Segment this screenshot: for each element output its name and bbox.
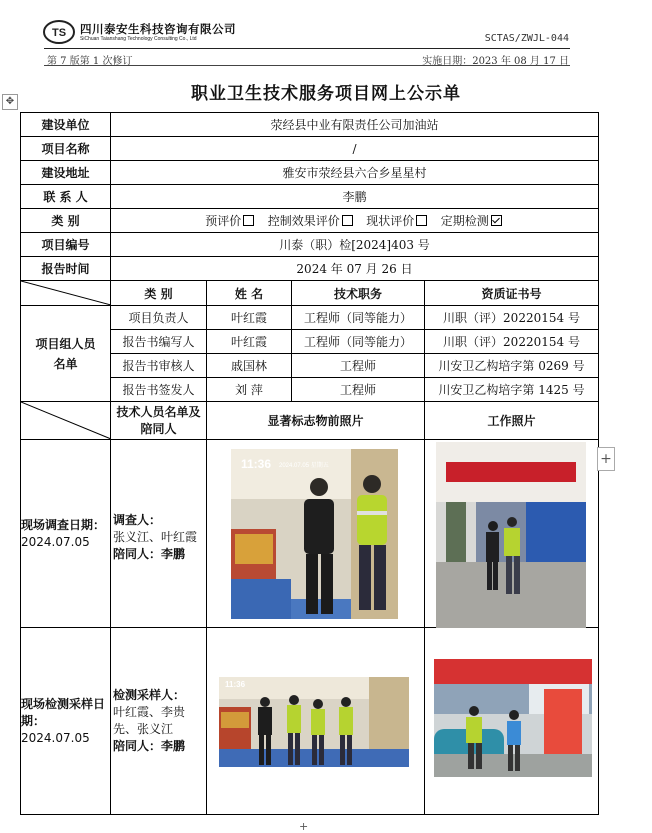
number-label: 项目编号	[21, 233, 111, 257]
checkbox-control-effect[interactable]	[342, 215, 353, 226]
staff-title: 工程师	[292, 354, 425, 378]
project-label: 项目名称	[21, 137, 111, 161]
staff-row	[21, 306, 599, 330]
row-project	[21, 137, 599, 161]
survey-landmark-photo	[231, 449, 398, 619]
sampling-landmark-photo-image	[219, 677, 409, 767]
sampling-landmark-photo	[219, 677, 409, 767]
survey-date: 2024.07.05	[21, 534, 90, 549]
staff-cert: 川职（评）20220154 号	[425, 330, 599, 354]
checkbox-periodic-detection[interactable]	[491, 215, 502, 226]
document-number: SCTAS/ZWJL-044	[484, 33, 569, 44]
staff-cert: 川安卫乙构培字第 1425 号	[425, 378, 599, 402]
time-value: 2024 年 07 月 26 日	[111, 257, 599, 281]
sampling-photo-time: 11:36	[225, 680, 246, 689]
staff-header-title: 技术职务	[292, 281, 425, 306]
survey-landmark-photo-image	[231, 449, 398, 619]
survey-accompany-label: 陪同人：	[113, 547, 162, 561]
photos-diagonal-line	[21, 402, 111, 439]
photos-diagonal-cell	[21, 402, 111, 440]
diagonal-line	[21, 281, 111, 305]
sampling-label-cell	[21, 628, 111, 815]
photos-header-landmark: 显著标志物前照片	[207, 402, 425, 440]
number-value: 川泰（职）检[2024]403 号	[111, 233, 599, 257]
project-value: /	[111, 137, 599, 161]
row-unit	[21, 113, 599, 137]
survey-label: 现场调查日期：	[21, 517, 106, 532]
row-contact	[21, 185, 599, 209]
table-move-handle-icon[interactable]: ✥	[2, 94, 18, 110]
survey-photo-time: 11:36	[241, 457, 272, 471]
survey-photo-date: 2024.07.05 星期五	[279, 463, 329, 469]
implementation-date: 实施日期：2023 年 08 月 17 日	[422, 56, 569, 67]
samplers-value: 叶红霞、李贵先、张义江	[113, 705, 186, 736]
diagonal-cell	[21, 281, 111, 306]
staff-role: 报告书签发人	[111, 378, 207, 402]
staff-title: 工程师（同等能力）	[292, 330, 425, 354]
investigators-value: 张义江、叶红霞	[113, 530, 198, 544]
staff-name: 刘 萍	[207, 378, 292, 402]
staff-cert: 川安卫乙构培字第 0269 号	[425, 354, 599, 378]
category-option-pre: 预评价	[205, 214, 242, 228]
revision-text: 第 7 版第 1 次修订	[47, 56, 133, 67]
staff-header-role: 类 别	[111, 281, 207, 306]
category-option-status: 现状评价	[366, 214, 415, 228]
photos-header-work: 工作照片	[425, 402, 599, 440]
staff-title: 工程师	[292, 378, 425, 402]
svg-text:TS: TS	[51, 27, 67, 39]
contact-label: 联 系 人	[21, 185, 111, 209]
sampling-label: 现场检测采样日期：	[21, 696, 106, 728]
staff-name: 戚国林	[207, 354, 292, 378]
survey-work-photo	[436, 442, 586, 628]
photos-header-row	[21, 402, 599, 440]
photos-header-staff: 技术人员名单及陪同人	[111, 402, 207, 440]
row-address	[21, 161, 599, 185]
page-title: 职业卫生技术服务项目网上公示单	[191, 84, 461, 104]
address-value: 雅安市荥经县六合乡星星村	[111, 161, 599, 185]
company-name-en: SiChuan Taianshang Technology Consulting Co., Ltd	[80, 36, 197, 42]
survey-work-photo-image	[436, 442, 586, 628]
add-row-icon[interactable]: +	[299, 820, 309, 833]
contact-value: 李鹏	[111, 185, 599, 209]
unit-label: 建设单位	[21, 113, 111, 137]
sampling-accompany-label: 陪同人：	[113, 739, 162, 753]
sampling-accompany-value: 李鹏	[161, 739, 186, 753]
address-label: 建设地址	[21, 161, 111, 185]
staff-cert: 川职（评）20220154 号	[425, 306, 599, 330]
staff-role: 项目负责人	[111, 306, 207, 330]
staff-name: 叶红霞	[207, 330, 292, 354]
company-name: 四川泰安生科技咨询有限公司	[80, 22, 236, 36]
samplers-label: 检测采样人：	[113, 688, 186, 702]
staff-name: 叶红霞	[207, 306, 292, 330]
category-option-control: 控制效果评价	[267, 214, 340, 228]
investigators-label: 调查人：	[113, 513, 162, 527]
checkbox-pre-evaluation[interactable]	[243, 215, 254, 226]
row-number	[21, 233, 599, 257]
survey-accompany-value: 李鹏	[161, 547, 186, 561]
company-logo	[43, 20, 75, 44]
survey-people-cell	[111, 440, 207, 628]
staff-group-label: 项目组人员名单	[21, 306, 111, 402]
sampling-people-cell	[111, 628, 207, 815]
staff-title: 工程师（同等能力）	[292, 306, 425, 330]
survey-label-cell	[21, 440, 111, 628]
category-label: 类 别	[21, 209, 111, 233]
sampling-work-photo-image	[434, 659, 592, 777]
staff-header-name: 姓 名	[207, 281, 292, 306]
staff-role: 报告书审核人	[111, 354, 207, 378]
checkbox-status-evaluation[interactable]	[416, 215, 427, 226]
staff-header-row	[21, 281, 599, 306]
category-option-periodic: 定期检测	[440, 214, 489, 228]
row-time	[21, 257, 599, 281]
sampling-work-photo	[434, 659, 592, 777]
category-options	[111, 209, 599, 233]
row-category	[21, 209, 599, 233]
staff-role: 报告书编写人	[111, 330, 207, 354]
sampling-date: 2024.07.05	[21, 730, 90, 745]
add-column-icon[interactable]: +	[597, 447, 615, 471]
time-label: 报告时间	[21, 257, 111, 281]
header-divider	[44, 48, 570, 49]
staff-header-cert: 资质证书号	[425, 281, 599, 306]
unit-value: 荥经县中业有限责任公司加油站	[111, 113, 599, 137]
header-bottom-divider	[44, 65, 570, 66]
